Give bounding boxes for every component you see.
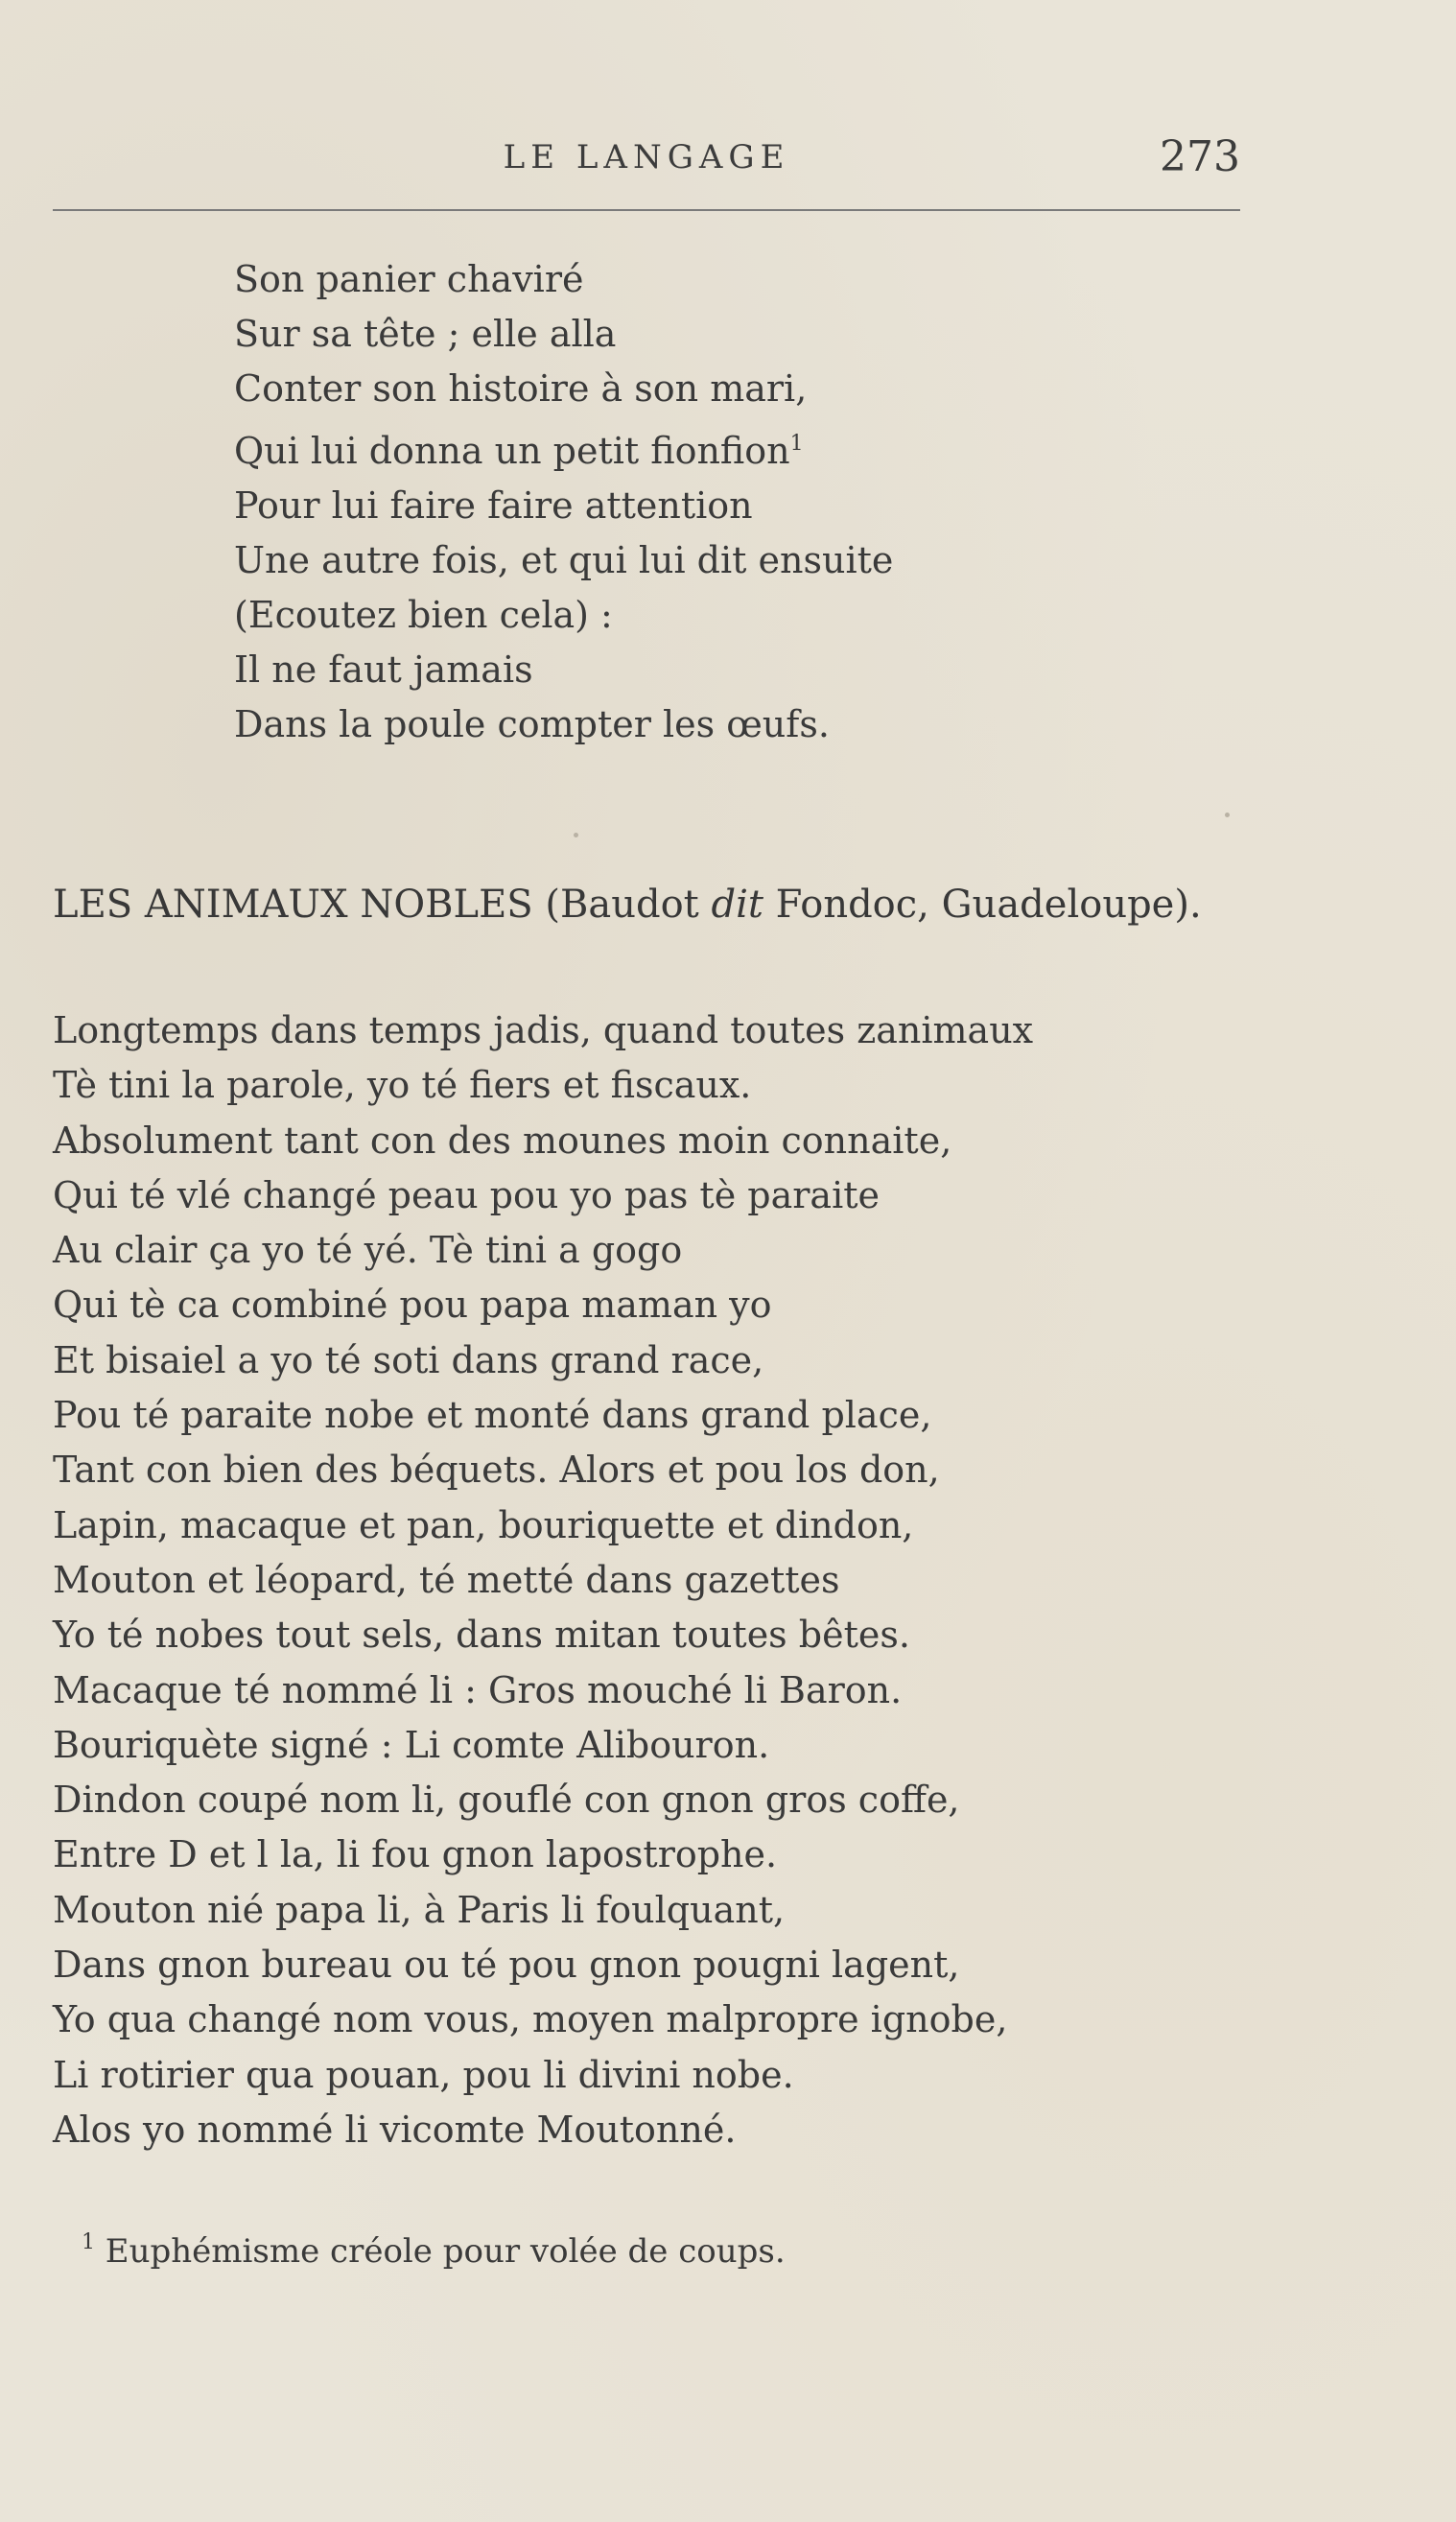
poem-line: Entre D et l la, li fou gnon lapostrophe. (53, 1833, 778, 1876)
verse-line: Pour lui faire faire attention (234, 484, 753, 527)
poem-line: Tè tini la parole, yo té fiers et fiscaux. (53, 1064, 752, 1107)
verse-line: Sur sa tête ; elle alla (234, 313, 617, 355)
verse-top (234, 252, 893, 752)
poem-line: Et bisaiel a yo té soti dans grand race, (53, 1338, 764, 1381)
section-title: LES ANIMAUX NOBLES (Baudot dit Fondoc, Guadeloupe). (53, 883, 1202, 927)
poem-line: Lapin, macaque et pan, bouriquette et dindon, (53, 1503, 914, 1546)
poem-line: Longtemps dans temps jadis, quand toutes zanimaux (53, 1009, 1034, 1051)
footnote-marker: 1 (82, 2230, 95, 2254)
running-title: LE LANGAGE (503, 138, 790, 177)
poem-line: Macaque té nommé li : Gros mouché li Baron. (53, 1668, 903, 1711)
footnote-text: Euphémisme créole pour volée de coups. (95, 2232, 786, 2271)
poem-line: Absolument tant con des mounes moin connaite, (53, 1119, 952, 1162)
page-header (53, 132, 1240, 186)
poem-line: Bouriquète signé : Li comte Alibouron. (53, 1723, 770, 1766)
verse-line: (Ecoutez bien cela) : (234, 594, 613, 636)
poem-line: Dindon coupé nom li, gouflé con gnon gros coffe, (53, 1779, 960, 1822)
poem-line: Yo té nobes tout sels, dans mitan toutes bêtes. (53, 1614, 910, 1657)
poem (53, 1003, 1033, 2157)
paper-fleck (574, 833, 578, 837)
poem-line: Mouton nié papa li, à Paris li foulquant, (53, 1888, 786, 1931)
verse-line: Il ne faut jamais (234, 648, 533, 691)
footnote-reference: 1 (789, 432, 804, 456)
poem-line: Qui tè ca combiné pou papa maman yo (53, 1284, 772, 1327)
verse-line: Une autre fois, et qui lui dit ensuite (234, 539, 894, 581)
poem-line: Au clair ça yo té yé. Tè tini a gogo (53, 1229, 683, 1272)
header-rule (53, 209, 1240, 211)
poem-line: Mouton et léopard, té metté dans gazettes (53, 1558, 840, 1601)
poem-line: Tant con bien des béquets. Alors et pou los don, (53, 1449, 940, 1492)
verse-line: Son panier chaviré (234, 258, 584, 300)
page-number: 273 (1160, 132, 1240, 181)
poem-line: Pou té paraite nobe et monté dans grand place, (53, 1394, 932, 1437)
verse-line: Dans la poule compter les œufs. (234, 703, 830, 745)
paper-fleck (1225, 813, 1230, 817)
poem-line: Alos yo nommé li vicomte Moutonné. (53, 2108, 737, 2151)
poem-line: Dans gnon bureau ou té pou gnon pougni lagent, (53, 1944, 960, 1987)
poem-line: Li rotirier qua pouan, pou li divini nobe. (53, 2053, 794, 2096)
verse-line: Conter son histoire à son mari, (234, 367, 808, 410)
poem-line: Yo qua changé nom vous, moyen malpropre ignobe, (53, 1998, 1008, 2041)
verse-line: Qui lui donna un petit fionfion$^1$ (234, 430, 804, 472)
footnote (82, 2230, 786, 2271)
poem-line: Qui té vlé changé peau pou yo pas tè paraite (53, 1173, 880, 1216)
